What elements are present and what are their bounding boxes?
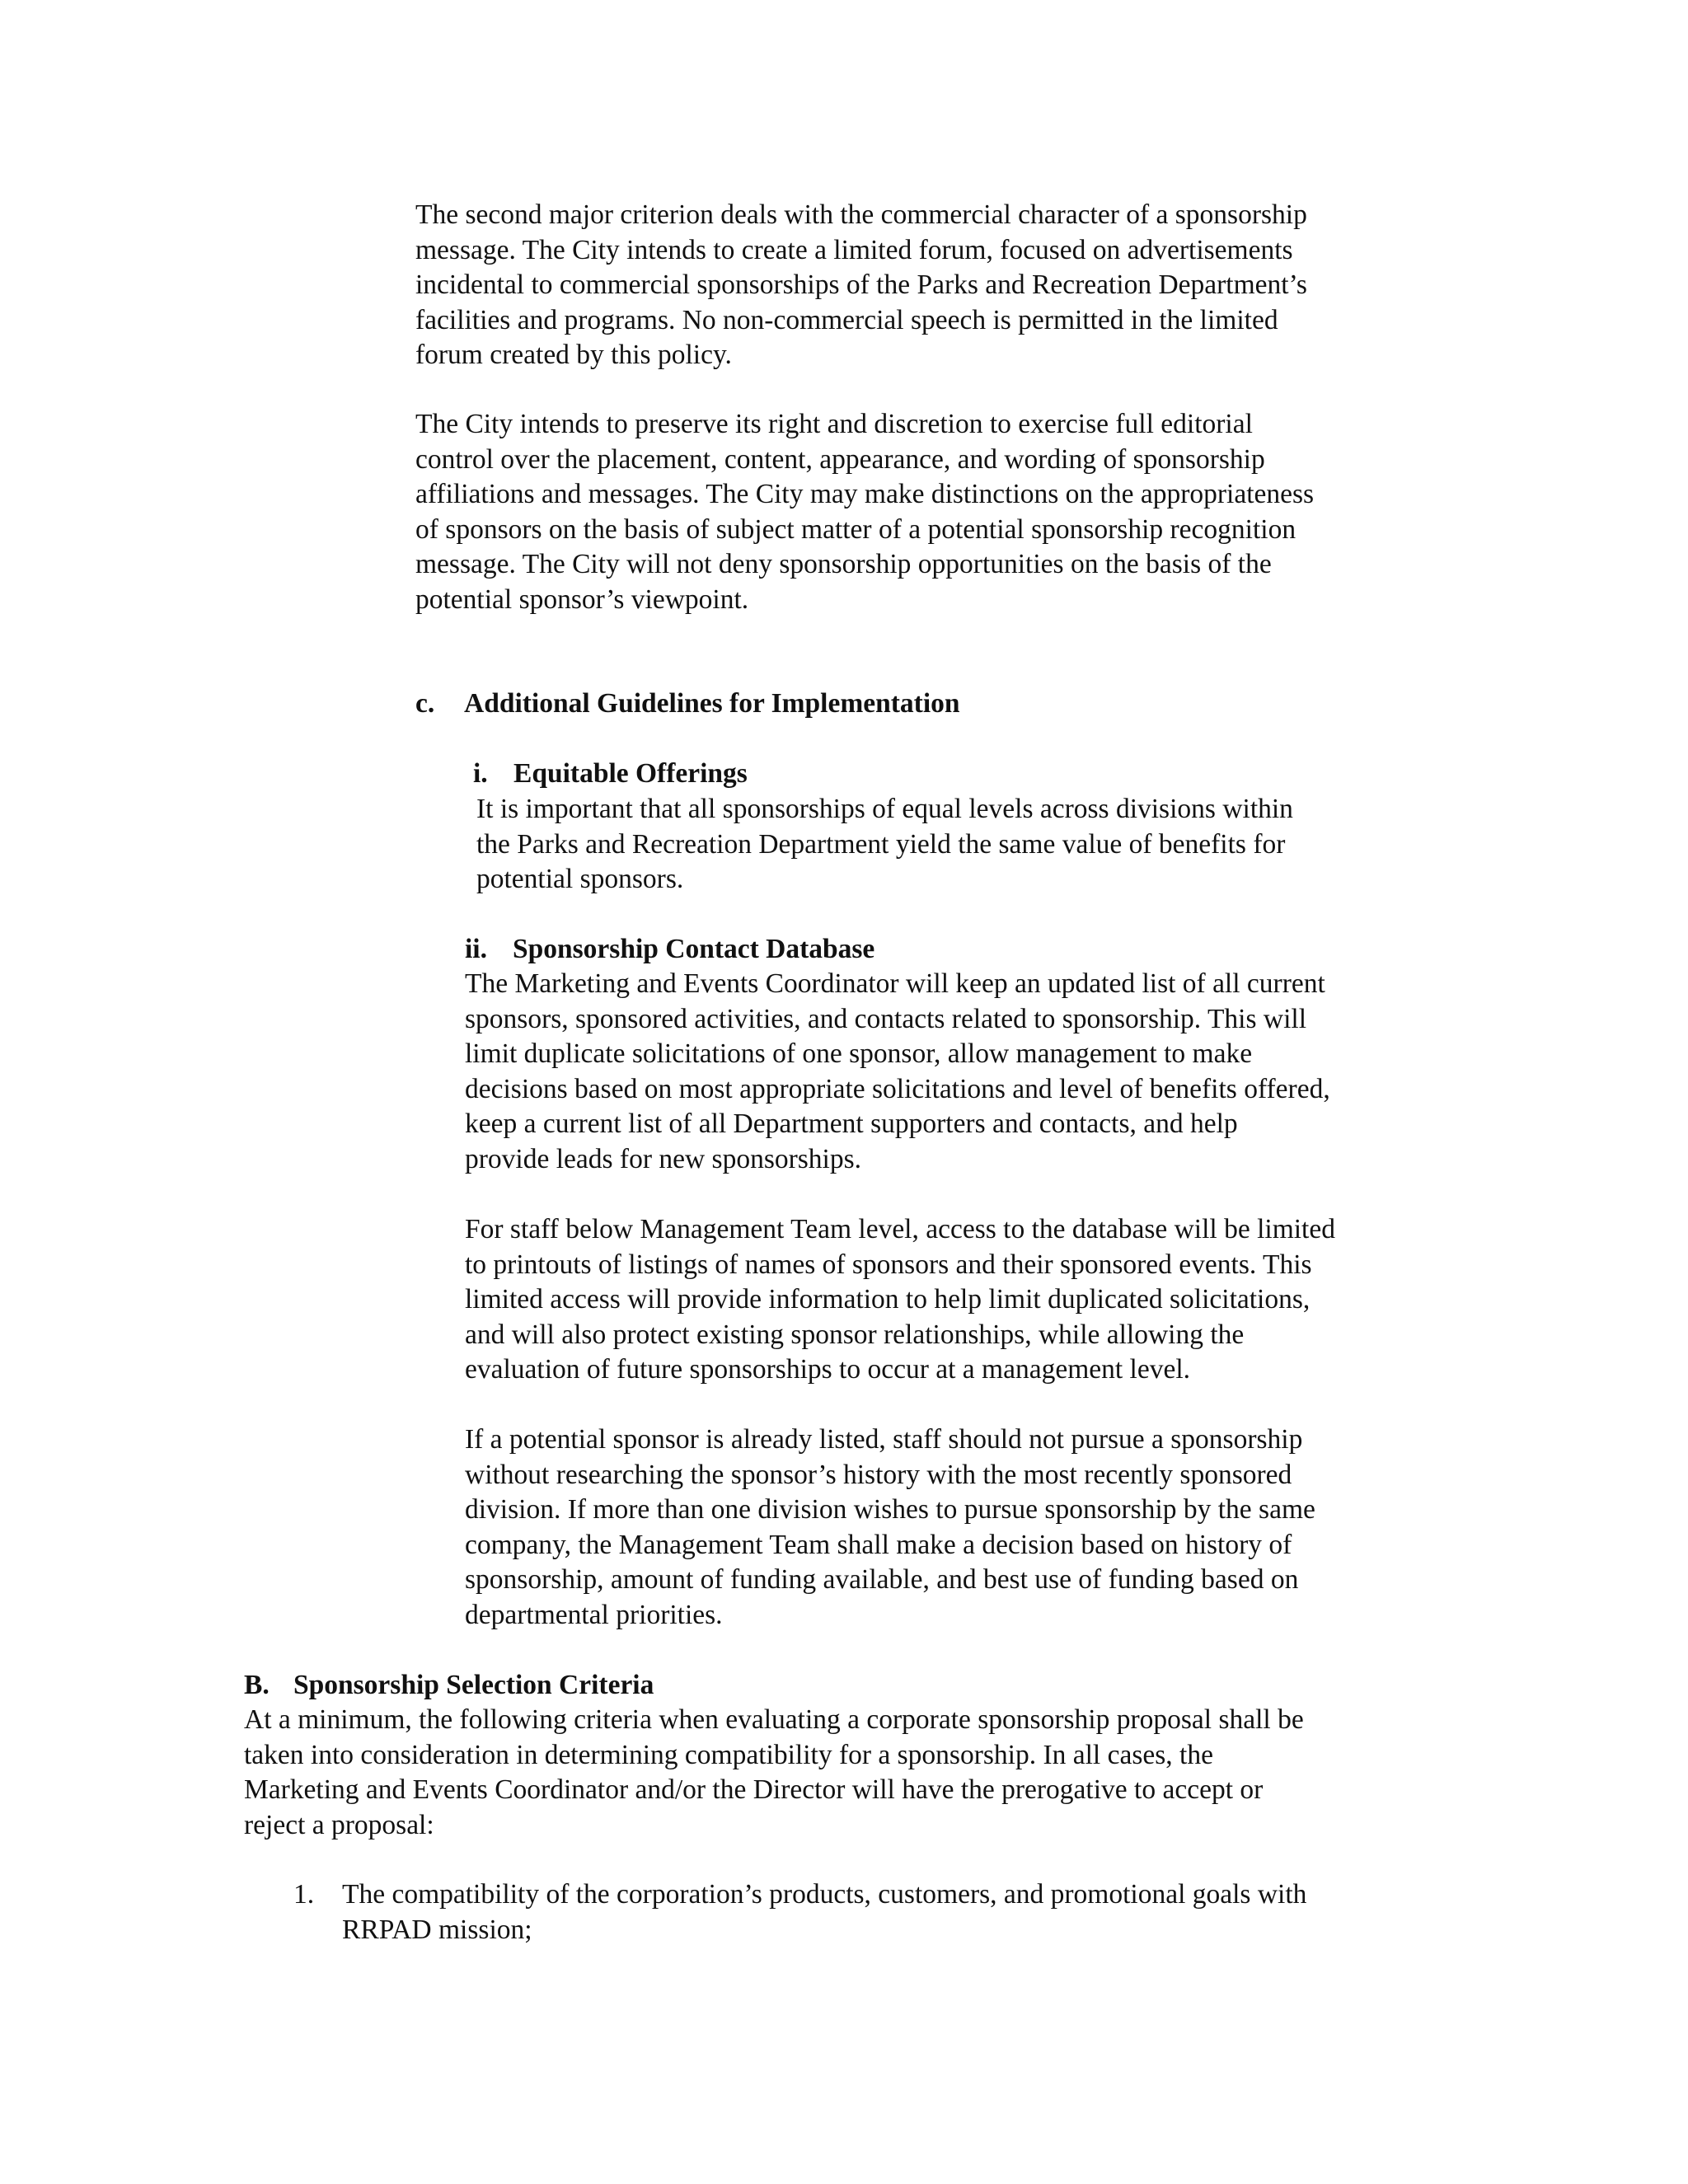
section-b-title: Sponsorship Selection Criteria [293, 1670, 654, 1700]
item-i-title: Equitable Offerings [513, 758, 748, 789]
item-ii-paragraph-access: For staff below Management Team level, access to the database will be limited to printouts of listings of names of sponsors and their sponsored events. This limited access will provide information to help limit duplicated solicitations, and will also protect existing sponsor relationships, while allowing the evaluation of future sponsorships to occur at a management level. [465, 1214, 1335, 1385]
item-i-heading [473, 757, 748, 792]
paragraph-commercial-character: The second major criterion deals with the commercial character of a sponsorship message. The City intends to create a limited forum, focused on advertisements incidental to commercial sponsorships of the Parks and Recreation Department’s facilities and programs. No non-commercial speech is permitted in the limited forum created by this policy. [415, 199, 1307, 370]
section-c-marker: c. [415, 688, 435, 719]
item-ii-paragraph-pursue: If a potential sponsor is already listed, staff should not pursue a sponsorship without researching the sponsor’s history with the most recently sponsored division. If more than one division wishes to pursue sponsorship by the same company, the Management Team shall make a decision based on history of sponsorship, amount of funding available, and best use of funding based on departmental priorities. [465, 1424, 1315, 1630]
criteria-item-text: The compatibility of the corporation’s products, customers, and promotional goals with RRPAD mission; [342, 1879, 1307, 1945]
section-b-heading [244, 1668, 654, 1704]
section-c-title: Additional Guidelines for Implementation [464, 688, 960, 719]
paragraph-editorial-control: The City intends to preserve its right and discretion to exercise full editorial control over the placement, content, appearance, and wording of sponsorship affiliations and messages. The City may make distinctions on the appropriateness of sponsors on the basis of subject matter of a potential sponsorship recognition message. The City will not deny sponsorship opportunities on the basis of the potential sponsor’s viewpoint. [415, 409, 1315, 615]
section-c-heading [415, 687, 960, 722]
section-b-marker: B. [244, 1670, 270, 1700]
item-i-marker: i. [473, 758, 488, 789]
item-ii-title: Sponsorship Contact Database [513, 934, 875, 964]
item-ii-marker: ii. [465, 934, 487, 964]
item-ii-heading [465, 932, 874, 968]
item-ii-paragraph-database: The Marketing and Events Coordinator will keep an updated list of all current sponsors, sponsored activities, and contacts related to sponsorship. This will limit duplicate solicitations of one sponsor, allow management to make decisions based on most appropriate solicitations and level of benefits offered, keep a current list of all Department supporters and contacts, and help provide leads for new sponsorships. [465, 968, 1330, 1174]
criteria-item-marker: 1. [293, 1879, 315, 1910]
criteria-list-item [293, 1877, 1306, 1947]
section-b-body: At a minimum, the following criteria when evaluating a corporate sponsorship proposal shall be taken into consideration in determining compatibility for a sponsorship. In all cases, the Marketing and Events Coordinator and/or the Director will have the prerogative to accept or reject a proposal: [244, 1704, 1304, 1840]
item-i-body: It is important that all sponsorships of equal levels across divisions within the Parks and Recreation Department yield the same value of benefits for potential sponsors. [476, 794, 1293, 894]
